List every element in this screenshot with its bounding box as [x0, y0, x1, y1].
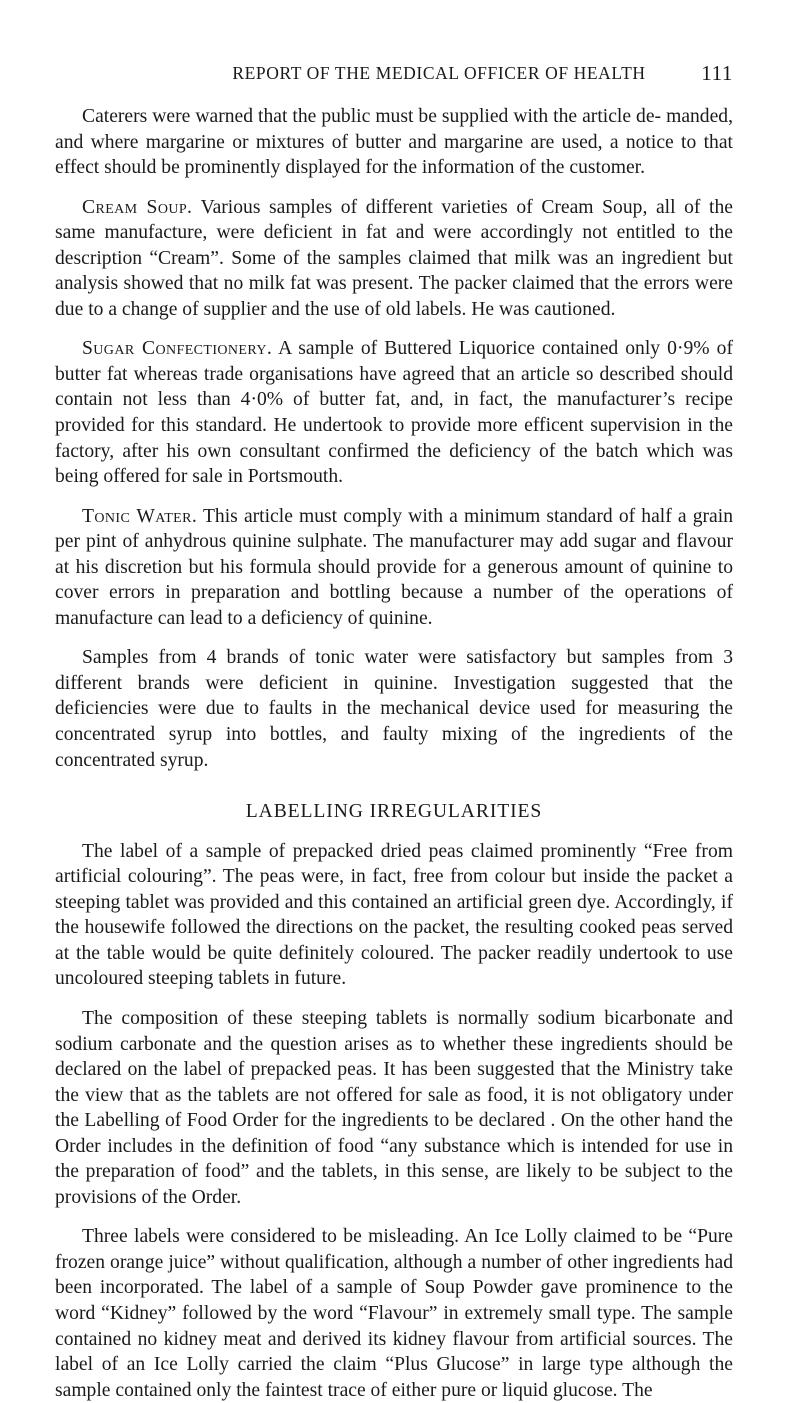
- paragraph-tonic-samples: Samples from 4 brands of tonic water were satisfactory but samples from 3 different brands were deficient in quinine. Investigation suggested that the deficiencies were due to faults in the mechanical device used for measuring the concentrated syrup into bottles, and faulty mixing of the ingredients of the concentrated syrup.: [55, 647, 733, 771]
- paragraph-misleading-labels: Three labels were considered to be misleading. An Ice Lolly claimed to be “Pure frozen orange juice” without qualification, although a number of other ingredients had been incorporated. The label of a sample of Soup Powder gave prominence to the word “Kidney” followed by the word “Flavour” in extremely small type. The sample contained no kidney meat and derived its kidney flavour from artificial sources. The label of an Ice Lolly carried the claim “Plus Glucose” in large type although the sample contained only the faintest trace of either pure or liquid glucose. The: [55, 1226, 733, 1401]
- paragraph-caterers: Caterers were warned that the public must be supplied with the article de- manded, and where margarine or mixtures of butter and margarine are used, a notice to that effect should be prominently displayed for the information of the customer.: [55, 106, 733, 179]
- body-text: [55, 104, 733, 1403]
- cream-soup-text: Various samples of different varieties of Cream Soup, all of the same manufacture, were deficient in fat and were accordingly not entitled to the description “Cream”. Some of the samples claimed that milk was an ingredient but analysis showed that no milk fat was present. The packer claimed that the errors were due to a change of supplier and the use of old labels. He was cautioned.: [55, 196, 733, 320]
- running-header-title: REPORT OF THE MEDICAL OFFICER OF HEALTH: [232, 63, 646, 83]
- tonic-water-heading: Tonic Water.: [82, 505, 198, 527]
- cream-soup-heading: Cream Soup.: [82, 196, 193, 218]
- section-heading-labelling: LABELLING IRREGULARITIES: [245, 801, 543, 823]
- paragraph-cream-soup: [55, 195, 733, 323]
- tonic-water-text: This article must comply with a minimum standard of half a grain per pint of anhydrous quinine sulphate. The manufacturer may add sugar and flavour at his discretion but his formula should provide for a generous amount of quinine to cover errors in preparation and bottling because a number of the operations of manufacture can lead to a deficiency of quinine.: [55, 505, 733, 629]
- page-number: 111: [701, 61, 733, 85]
- paragraph-dried-peas: The label of a sample of prepacked dried peas claimed prominently “Free from artificial colouring”. The peas were, in fact, free from colour but inside the packet a steeping tablet was provided and this contained an artificial green dye. Accordingly, if the housewife followed the directions on the packet, the resulting cooked peas served at the table would be quite definitely coloured. The packer readily undertook to use uncoloured steeping tablets in future.: [55, 840, 733, 990]
- paragraph-tonic-water: [55, 504, 733, 632]
- sugar-confectionery-heading: Sugar Confectionery.: [82, 338, 273, 360]
- sugar-confectionery-text: A sample of Buttered Liquorice contained only 0·9% of butter fat whereas trade organisations have agreed that an article so described should contain not less than 4·0% of butter fat, and, in fact, the manufacturer’s recipe provided for this standard. He undertook to provide more efficent supervision in the factory, after his own consultant confirmed the deficiency of the batch which was being offered for sale in Portsmouth.: [55, 338, 733, 488]
- paragraph-sugar-confectionery: [55, 336, 733, 489]
- running-header: [55, 63, 733, 87]
- paragraph-steeping-tablets: The composition of these steeping tablets is normally sodium bicarbonate and sodium carbonate and the question arises as to whether these ingredients should be declared on the label of prepacked peas. It has been suggested that the Ministry take the view that as the tablets are not offered for sale as food, it is not obligatory under the Labelling of Food Order for the ingredients to be declared . On the other hand the Order includes in the definition of food “any substance which is intended for use in the preparation of food” and the tablets, in this sense, are likely to be subject to the provisions of the Order.: [55, 1007, 733, 1208]
